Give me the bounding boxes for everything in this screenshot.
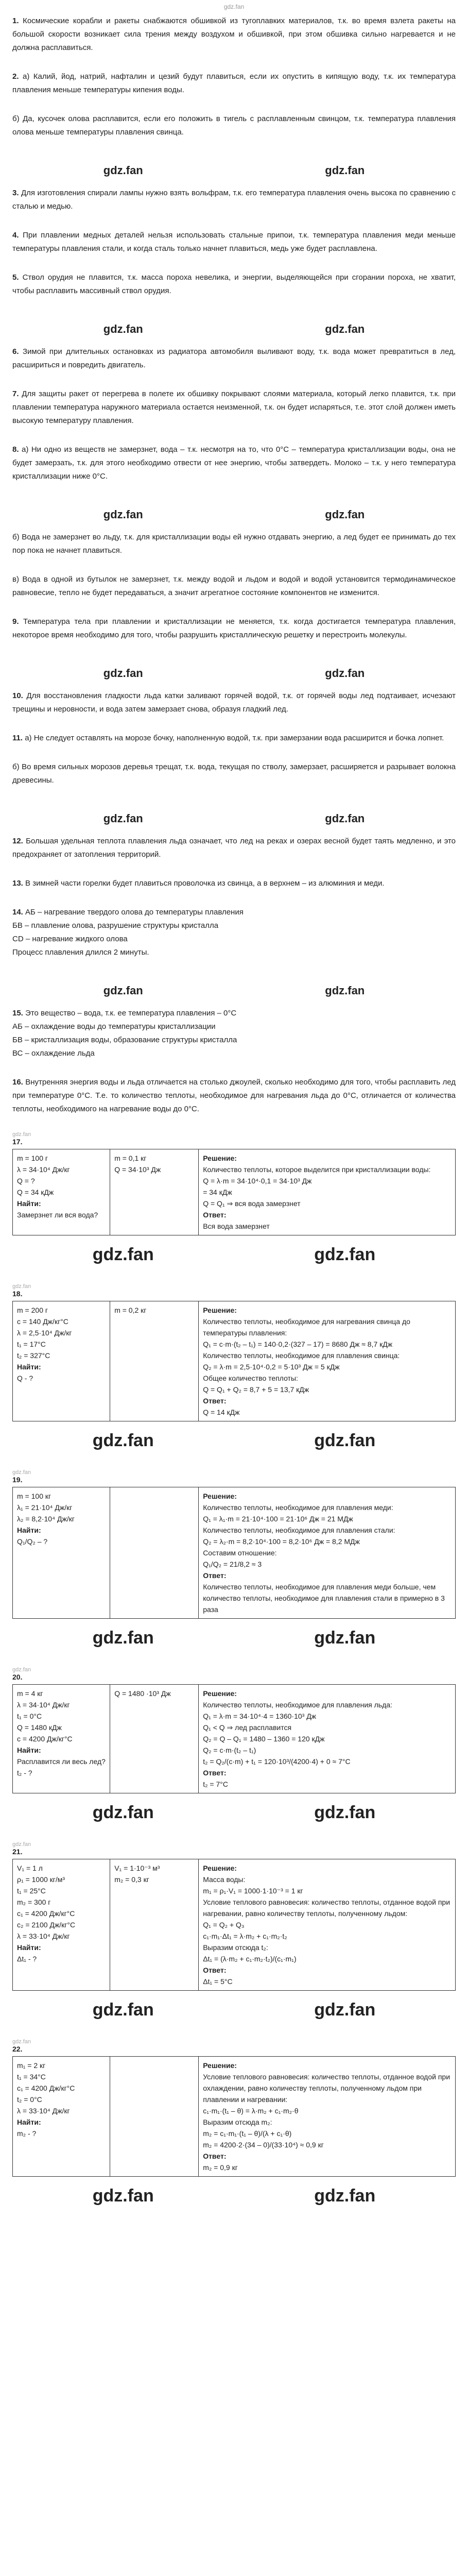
solution-line: c₁·m₁·(t₁ – θ) = λ·m₂ + c₁·m₂·θ — [203, 2107, 299, 2115]
solution-label: Решение: — [203, 1689, 237, 1698]
watermark: gdz.fan — [103, 984, 143, 997]
answer-number: 8. — [12, 445, 22, 454]
solution-line: Ответ: — [203, 1966, 227, 1974]
solution-line: Масса воды: — [203, 1875, 246, 1884]
solution-line: Количество теплоты, которое выделится при кристаллизации воды: — [203, 1165, 431, 1174]
task-block — [12, 1131, 456, 1274]
solution-label: Решение: — [203, 1864, 237, 1872]
si-cell — [110, 1149, 199, 1235]
solution-line: Количество теплоты, необходимое для плавления льда: — [203, 1701, 392, 1709]
find-label: Найти: — [17, 1746, 41, 1754]
solution-line: Q₂ = λ₂·m = 8,2·10⁴·100 = 8,2·10⁶ Дж = 8,2 МДж — [203, 1537, 360, 1546]
find-line: m₂ - ? — [17, 2129, 37, 2138]
answer-item — [12, 689, 456, 716]
answer-text: а) Ни одно из веществ не замерзнет, вода – т.к. несмотря на то, что 0°С – температура кристаллизации воды, она не будет замерзать, т.к. для этого необходимо отвести от нее энергию, чтобы затвердеть. Молоко – т.к. у него температура кристаллизации ниже 0°С. — [12, 445, 456, 481]
given-cell-line: λ₁ = 21·10⁴ Дж/кг — [17, 1503, 73, 1512]
watermark: gdz.fan — [92, 1431, 154, 1450]
answer-item — [12, 835, 456, 861]
watermark: gdz.fan — [314, 1245, 376, 1264]
solution-cell — [199, 1487, 456, 1619]
solution-line: Вся вода замерзнет — [203, 1222, 270, 1230]
si-cell-line: Q = 34·10³ Дж — [114, 1165, 161, 1174]
given-cell-line: t₁ = 17°С — [17, 1340, 46, 1348]
solution-line: Ответ: — [203, 2152, 227, 2160]
solution-line: Выразим отсюда m₂: — [203, 2118, 272, 2126]
task-table — [12, 1684, 456, 1793]
solution-line: Q₁ = Q₂ + Q₃ — [203, 1921, 245, 1929]
watermark: gdz.fan — [92, 1245, 154, 1264]
watermark: gdz.fan — [325, 984, 365, 997]
given-cell-line: m₁ = 2 кг — [17, 2061, 46, 2070]
solution-line: Общее количество теплоты: — [203, 1374, 298, 1382]
answer-text: Внутренняя энергия воды и льда отличается на столько джоулей, сколько необходимо для того, чтобы расплавить лед при температуре 0°С. Т.е. то количество теплоты, необходимое для нагревания льда до 0°С, отличается от количества теплоты, необходимого на нагревание воды до 0°С. — [12, 1078, 456, 1113]
find-line: Q - ? — [17, 1374, 33, 1382]
page-mark: gdz.fan — [12, 1131, 31, 1138]
answer-item — [12, 70, 456, 97]
si-cell-line: Q = 1480 ·10³ Дж — [114, 1689, 171, 1698]
answer-text: Это вещество – вода, т.к. ее температура плавления – 0°С АБ – охлаждение воды до температуры кристаллизации БВ – кристаллизация воды, образование структуры кристалла ВС – охлаждение льда — [12, 1009, 237, 1058]
watermark: gdz.fan — [325, 508, 365, 521]
page-mark: gdz.fan — [12, 1469, 31, 1476]
solution-line: Условие теплового равновесия: количество теплоты, отданное водой при охлаждении, равно количеству теплоты, полученному льдом при плавлении и нагревании: — [203, 2073, 450, 2104]
solution-line: m₂ = c₁·m₁·(t₁ – θ)/(λ + c₁·θ) — [203, 2129, 292, 2138]
watermark: gdz.fan — [325, 164, 365, 177]
answer-text: Для изготовления спирали лампы нужно взять вольфрам, т.к. его температура плавления очень высока по сравнению с сталью и медью. — [12, 189, 456, 211]
watermark: gdz.fan — [103, 812, 143, 825]
page-mark: gdz.fan — [12, 1841, 31, 1848]
answer-number: 13. — [12, 879, 26, 888]
task-block — [12, 1667, 456, 1832]
given-cell — [13, 1859, 110, 1991]
answer-number: 1. — [12, 16, 23, 25]
page-mark: gdz.fan — [12, 2039, 31, 2045]
solution-line: Q₁ = λ·m = 34·10⁴·4 = 1360·10³ Дж — [203, 1712, 317, 1720]
task-table — [12, 1149, 456, 1235]
watermark-row — [12, 1793, 456, 1832]
solution-line: Δt₁ = 5°С — [203, 1977, 233, 1986]
solution-line: Q = Q₁ + Q₂ = 8,7 + 5 = 13,7 кДж — [203, 1385, 309, 1394]
answer-text: б) Во время сильных морозов деревья трещат, т.к. вода, текущая по стволу, замерзает, расширяется и разрывает волокна древесины. — [12, 762, 456, 785]
solution-line: Ответ: — [203, 1769, 227, 1777]
watermark: gdz.fan — [103, 164, 143, 177]
watermark: gdz.fan — [314, 1628, 376, 1648]
watermark: gdz.fan — [314, 1431, 376, 1450]
given-cell-line: m = 4 кг — [17, 1689, 43, 1698]
given-cell-line: Q = 1480 кДж — [17, 1723, 62, 1732]
given-cell-line: Q = 34 кДж — [17, 1188, 54, 1196]
answer-item — [12, 877, 456, 890]
solution-line: Q = Q₁ ⇒ вся вода замерзнет — [203, 1199, 301, 1208]
solution-line: Ответ: — [203, 1397, 227, 1405]
tasks-list — [12, 1131, 456, 2215]
task-table — [12, 2056, 456, 2177]
answer-text: Большая удельная теплота плавления льда означает, что лед на реках и озерах весной будет таять медленно, и это предохраняет от затопления территорий. — [12, 837, 456, 859]
watermark-row — [12, 1991, 456, 2029]
answer-text: При плавлении медных деталей нельзя использовать стальные припои, т.к. температура плавления меди меньше температуры плавления стали, и когда сталь только начнет плавиться, медь уже будет расплавлена. — [12, 231, 456, 253]
given-cell-line: Q = ? — [17, 1177, 35, 1185]
solution-line: Q₁ = λ₁·m = 21·10⁴·100 = 21·10⁶ Дж = 21 МДж — [203, 1515, 353, 1523]
answer-text: а) Калий, йод, натрий, нафталин и цезий будут плавиться, если их опустить в кипящую воду, т.к. их температура плавления меньше температуры кипения воды. — [12, 72, 456, 94]
solution-cell — [199, 1859, 456, 1991]
answer-item — [12, 14, 456, 55]
given-cell-line: t₁ = 0°С — [17, 1712, 42, 1720]
watermark: gdz.fan — [103, 323, 143, 335]
si-cell — [110, 1859, 199, 1991]
task-table — [12, 1859, 456, 1991]
find-line: Q₁/Q₂ – ? — [17, 1537, 48, 1546]
find-line: Δt₁ - ? — [17, 1955, 37, 1963]
given-cell-line: λ = 2,5·10⁴ Дж/кг — [17, 1329, 72, 1337]
solution-line: Количество теплоты, необходимое для плавления меди: — [203, 1503, 393, 1512]
answer-number: 4. — [12, 231, 23, 240]
answer-number: 6. — [12, 347, 23, 356]
watermark-row — [12, 2177, 456, 2215]
si-cell — [110, 2057, 199, 2177]
answer-item — [12, 187, 456, 213]
task-table — [12, 1301, 456, 1421]
given-cell-line: t₁ = 25°С — [17, 1887, 46, 1895]
watermark: gdz.fan — [314, 2186, 376, 2206]
solution-line: Q₂ = c·m·(t₂ – t₁) — [203, 1746, 256, 1754]
answer-text: б) Да, кусочек олова расплавится, если его положить в тигель с расплавленным свинцом, т.к. температура плавления олова меньше температуры плавления свинца. — [12, 114, 456, 137]
watermark-row — [12, 313, 456, 345]
given-cell — [13, 1301, 110, 1421]
given-cell-line: m = 200 г — [17, 1306, 48, 1314]
given-cell-line: m₂ = 300 г — [17, 1898, 51, 1906]
given-cell — [13, 1149, 110, 1235]
watermark: gdz.fan — [314, 1803, 376, 1822]
si-cell-line: m₂ = 0,3 кг — [114, 1875, 149, 1884]
answer-number: 11. — [12, 734, 25, 742]
answer-text: Температура тела при плавлении и кристаллизации не меняется, т.к. когда достигается температура плавления, некоторое время необходимо для того, чтобы разрушить кристаллическую решетку и перестроить молекулы. — [12, 617, 456, 639]
watermark-row — [12, 155, 456, 187]
si-cell-line: m = 0,1 кг — [114, 1154, 147, 1162]
solution-line: Ответ: — [203, 1571, 227, 1580]
answer-item — [12, 573, 456, 600]
given-cell-line: ρ₁ = 1000 кг/м³ — [17, 1875, 65, 1884]
answer-text: АБ – нагревание твердого олова до температуры плавления БВ – плавление олова, разрушение структуры кристалла СD – нагревание жидкого олова Процесс плавления длился 2 минуты. — [12, 908, 244, 957]
find-label: Найти: — [17, 1943, 41, 1952]
find-label: Найти: — [17, 1526, 41, 1534]
task-block — [12, 2039, 456, 2215]
watermark: gdz.fan — [325, 323, 365, 335]
si-cell — [110, 1685, 199, 1793]
solution-line: Q = λ·m = 34·10⁴·0,1 = 34·10³ Дж — [203, 1177, 312, 1185]
document-page — [12, 14, 456, 2225]
watermark: gdz.fan — [92, 2000, 154, 2020]
solution-line: t₂ = Q₂/(c·m) + t₁ = 120·10³/(4200·4) + 0 ≈ 7°С — [203, 1757, 351, 1766]
solution-line: Составим отношение: — [203, 1549, 277, 1557]
answer-item — [12, 271, 456, 298]
si-cell-line: m = 0,2 кг — [114, 1306, 147, 1314]
given-cell — [13, 1685, 110, 1793]
solution-line: Q₁/Q₂ = 21/8,2 ≈ 3 — [203, 1560, 262, 1568]
task-block — [12, 1841, 456, 2029]
task-number: 18. — [12, 1290, 23, 1298]
answer-item — [12, 387, 456, 428]
watermark: gdz.fan — [325, 812, 365, 825]
answers-list — [12, 14, 456, 1116]
given-cell-line: λ = 34·10⁴ Дж/кг — [17, 1701, 70, 1709]
task-number: 17. — [12, 1138, 23, 1146]
given-cell — [13, 2057, 110, 2177]
task-number: 21. — [12, 1848, 23, 1856]
task-number: 22. — [12, 2045, 23, 2053]
answer-number: 7. — [12, 389, 22, 398]
solution-label: Решение: — [203, 1492, 237, 1500]
answer-number: 16. — [12, 1078, 26, 1087]
solution-line: m₂ = 4200·2·(34 – 0)/(33·10⁴) ≈ 0,9 кг — [203, 2141, 324, 2149]
watermark-row — [12, 499, 456, 531]
si-cell-line: V₁ = 1·10⁻³ м³ — [114, 1864, 160, 1872]
given-cell-line: c = 140 Дж/кг°С — [17, 1317, 68, 1326]
answer-item — [12, 906, 456, 959]
answer-text: Для защиты ракет от перегрева в полете их обшивку покрывают слоями материала, который легко плавится, т.к. при плавлении температура наружного материала остается неизменной, т.к. он будет испаряться, т.е. этот слой должен иметь высокую температуру плавления. — [12, 389, 456, 425]
given-cell-line: t₂ = 327°С — [17, 1351, 50, 1360]
solution-line: Количество теплоты, необходимое для плавления стали: — [203, 1526, 395, 1534]
answer-item — [12, 345, 456, 372]
watermark: gdz.fan — [103, 667, 143, 680]
solution-line: Условие теплового равновесия: количество теплоты, отданное водой при нагревании, равно количеству теплоты, полученному льдом: — [203, 1898, 450, 1918]
answer-text: в) Вода в одной из бутылок не замерзнет, т.к. между водой и льдом и водой и водой установится термодинамическое равновесие, тепло не будет передаваться, а значит агрегатное состояние компонентов не изменится. — [12, 575, 456, 597]
watermark-row — [12, 1235, 456, 1274]
si-cell — [110, 1301, 199, 1421]
given-cell-line: t₂ = 0°С — [17, 2095, 42, 2104]
find-line: Замерзнет ли вся вода? — [17, 1211, 98, 1219]
answer-item — [12, 1007, 456, 1060]
answer-number: 10. — [12, 691, 27, 700]
watermark: gdz.fan — [103, 508, 143, 521]
given-cell-line: λ₂ = 8,2·10⁴ Дж/кг — [17, 1515, 75, 1523]
find-line: t₂ - ? — [17, 1769, 32, 1777]
solution-line: = 34 кДж — [203, 1188, 232, 1196]
given-cell-line: m = 100 кг — [17, 1492, 51, 1500]
given-cell-line: c₁ = 4200 Дж/кг°С — [17, 1909, 75, 1918]
watermark-row — [12, 1421, 456, 1460]
solution-label: Решение: — [203, 1154, 237, 1162]
answer-item — [12, 443, 456, 483]
solution-line: c₁·m₁·Δt₁ = λ·m₂ + c₁·m₂·t₂ — [203, 1932, 287, 1940]
solution-line: Ответ: — [203, 1211, 227, 1219]
given-cell-line: V₁ = 1 л — [17, 1864, 43, 1872]
solution-line: t₂ = 7°С — [203, 1780, 228, 1788]
answer-number: 12. — [12, 837, 26, 845]
solution-cell — [199, 2057, 456, 2177]
given-cell-line: λ = 34·10⁴ Дж/кг — [17, 1165, 70, 1174]
answer-item — [12, 1076, 456, 1116]
answer-text: В зимней части горелки будет плавиться проволочка из свинца, а в верхнем – из алюминия и меди. — [25, 879, 385, 888]
solution-cell — [199, 1149, 456, 1235]
watermark-row — [12, 975, 456, 1007]
task-number: 19. — [12, 1476, 23, 1484]
watermark: gdz.fan — [92, 1803, 154, 1822]
si-cell — [110, 1487, 199, 1619]
answer-text: Космические корабли и ракеты снабжаются обшивкой из тугоплавких материалов, т.к. во время взлета ракеты на большой скорости возникает сила трения между воздухом и обшивкой, при этом обшивка сильно нагревается и не должна расплавиться. — [12, 16, 456, 52]
task-table — [12, 1487, 456, 1619]
solution-line: m₁ = ρ₁·V₁ = 1000·1·10⁻³ = 1 кг — [203, 1887, 303, 1895]
answer-item — [12, 760, 456, 787]
solution-cell — [199, 1685, 456, 1793]
page-mark: gdz.fan — [12, 1283, 31, 1290]
solution-line: Количество теплоты, необходимое для плавления меди больше, чем количество теплоты, необходимое для плавления стали в примерно в 3 раза — [203, 1583, 445, 1614]
solution-line: Количество теплоты, необходимое для нагревания свинца до температуры плавления: — [203, 1317, 410, 1337]
given-cell-line: c₂ = 2100 Дж/кг°С — [17, 1921, 76, 1929]
given-cell-line: c = 4200 Дж/кг°С — [17, 1735, 73, 1743]
answer-item — [12, 531, 456, 557]
answer-item — [12, 732, 456, 745]
task-block — [12, 1469, 456, 1657]
answer-item — [12, 229, 456, 256]
answer-number: 9. — [12, 617, 24, 626]
answer-number: 3. — [12, 189, 21, 197]
watermark: gdz.fan — [92, 2186, 154, 2206]
answer-number: 14. — [12, 908, 26, 917]
source-label: gdz.fan — [223, 3, 245, 10]
watermark: gdz.fan — [92, 1628, 154, 1648]
find-line: Расплавится ли весь лед? — [17, 1757, 106, 1766]
watermark: gdz.fan — [325, 667, 365, 680]
answer-number: 15. — [12, 1009, 26, 1018]
answer-text: Зимой при длительных остановках из радиатора автомобиля выливают воду, т.к. вода может превратиться в лед, расшириться и повредить двигатель. — [12, 347, 456, 369]
answer-item — [12, 112, 456, 139]
solution-line: Q₁ < Q ⇒ лед расплавится — [203, 1723, 292, 1732]
answer-number: 2. — [12, 72, 23, 81]
answer-item — [12, 615, 456, 642]
find-label: Найти: — [17, 2118, 41, 2126]
find-label: Найти: — [17, 1363, 41, 1371]
given-cell-line: m = 100 г — [17, 1154, 48, 1162]
page-mark: gdz.fan — [12, 1667, 31, 1673]
solution-line: Q₂ = Q – Q₁ = 1480 – 1360 = 120 кДж — [203, 1735, 325, 1743]
answer-number: 5. — [12, 273, 23, 282]
watermark-row — [12, 657, 456, 689]
solution-line: Q = 14 кДж — [203, 1408, 240, 1416]
answer-text: б) Вода не замерзнет во льду, т.к. для кристаллизации воды ей нужно отдавать энергию, а лед будет ее принимать до тех пор пока не начнет плавиться. — [12, 533, 456, 555]
answer-text: Ствол орудия не плавится, т.к. масса пороха невелика, и энергии, выделяющейся при сгорании пороха, не хватит, чтобы расплавить массивный ствол орудия. — [12, 273, 456, 295]
solution-line: Количество теплоты, необходимое для плавления свинца: — [203, 1351, 400, 1360]
given-cell-line: λ = 33·10⁴ Дж/кг — [17, 1932, 70, 1940]
watermark-row — [12, 803, 456, 835]
given-cell-line: t₁ = 34°С — [17, 2073, 46, 2081]
task-number: 20. — [12, 1673, 23, 1681]
answer-text: Для восстановления гладкости льда катки заливают горячей водой, т.к. от горячей воды лед подтаивает, исчезают трещины и неровности, и вода затем замерзает снова, образуя гладкий лед. — [12, 691, 456, 714]
solution-cell — [199, 1301, 456, 1421]
solution-line: Δt₁ = (λ·m₂ + c₁·m₂·t₂)/(c₁·m₁) — [203, 1955, 297, 1963]
watermark-row — [12, 1619, 456, 1657]
answer-text: а) Не следует оставлять на морозе бочку, наполненную водой, т.к. при замерзании вода расширится и бочка лопнет. — [25, 734, 444, 742]
solution-label: Решение: — [203, 1306, 237, 1314]
solution-line: Q₂ = λ·m = 2,5·10⁴·0,2 = 5·10³ Дж = 5 кДж — [203, 1363, 340, 1371]
solution-label: Решение: — [203, 2061, 237, 2070]
find-label: Найти: — [17, 1199, 41, 1208]
given-cell-line: λ = 33·10⁴ Дж/кг — [17, 2107, 70, 2115]
solution-line: Выразим отсюда t₂: — [203, 1943, 268, 1952]
solution-line: Q₁ = c·m·(t₂ – t₁) = 140·0,2·(327 – 17) = 8680 Дж ≈ 8,7 кДж — [203, 1340, 393, 1348]
given-cell — [13, 1487, 110, 1619]
solution-line: m₂ = 0,9 кг — [203, 2163, 238, 2172]
given-cell-line: c₁ = 4200 Дж/кг°С — [17, 2084, 75, 2092]
watermark: gdz.fan — [314, 2000, 376, 2020]
task-block — [12, 1283, 456, 1460]
